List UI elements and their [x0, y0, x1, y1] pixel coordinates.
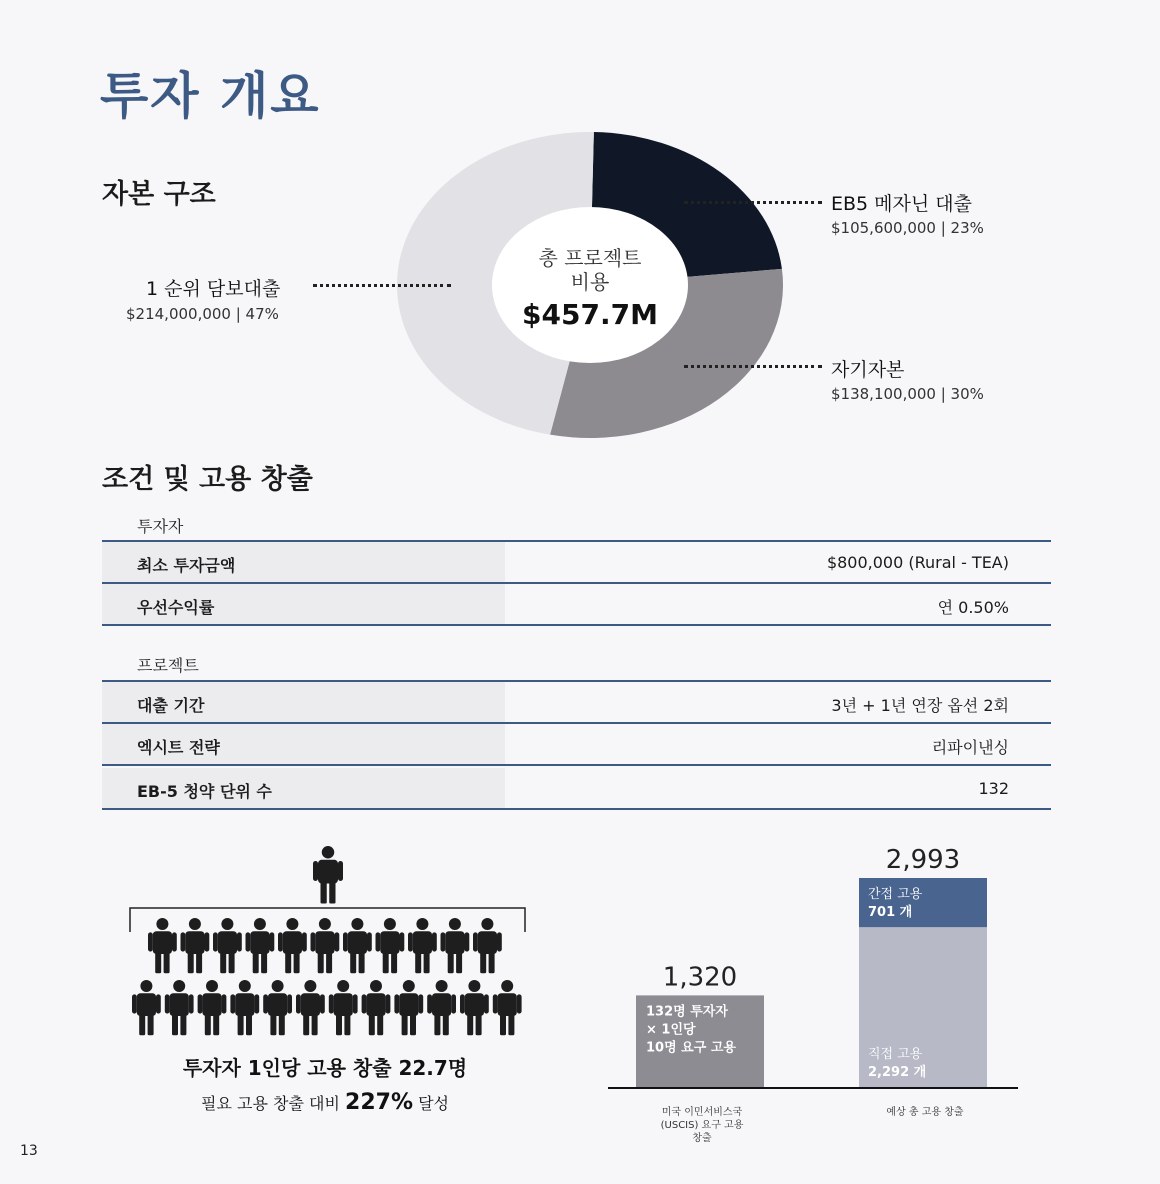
job-person-icon — [376, 918, 405, 973]
job-person-icon — [165, 980, 194, 1035]
senior-loan-segment-value: $214,000,000 | 47% — [126, 305, 279, 323]
row-label-cell — [102, 542, 505, 582]
donut-center-label-line2: 비용 — [570, 270, 610, 294]
category-label-uscis — [632, 1106, 772, 1145]
category-line: (USCIS) 요구 고용 — [660, 1120, 744, 1131]
job-person-icon — [148, 918, 177, 973]
row-label-cell — [102, 724, 505, 764]
senior-loan-segment-name: 1 순위 담보대출 — [146, 278, 281, 300]
capital-structure-title: 자본 구조 — [102, 179, 216, 210]
equity-leader-line — [684, 365, 822, 368]
table-row — [102, 542, 1051, 584]
job-person-icon — [198, 980, 227, 1035]
achievement-percent: 227% — [345, 1090, 413, 1115]
job-creation-bar-chart — [600, 840, 1030, 1100]
row-label-cell — [102, 584, 505, 624]
table-row — [102, 584, 1051, 626]
bar-indirect-text: 701 개 — [868, 905, 913, 920]
bar-direct-jobs — [859, 927, 987, 1088]
row-label: EB-5 청약 단위 수 — [137, 782, 272, 801]
jobs-achievement-text — [100, 1090, 550, 1115]
job-person-icon — [230, 980, 259, 1035]
investor-person-icon — [313, 846, 343, 904]
bar-uscis-text: 10명 요구 고용 — [646, 1040, 736, 1056]
job-person-icon — [362, 980, 391, 1035]
job-person-icon — [343, 918, 372, 973]
row-label: 최소 투자금액 — [137, 556, 236, 575]
bar-direct-text: 직접 고용 — [868, 1047, 923, 1062]
job-person-icon — [296, 980, 325, 1035]
bar-uscis-text: × 1인당 — [646, 1022, 696, 1038]
investor-group-label: 투자자 — [137, 517, 184, 536]
bar-uscis-text: 132명 투자자 — [646, 1004, 728, 1020]
table-row — [102, 724, 1051, 766]
job-person-icon — [132, 980, 161, 1035]
job-person-icon — [394, 980, 423, 1035]
equity-segment-name: 자기자본 — [831, 359, 905, 381]
project-group-label: 프로젝트 — [137, 656, 199, 675]
job-person-icon — [263, 980, 292, 1035]
bar-direct-text: 2,292 개 — [868, 1065, 927, 1080]
job-person-icon — [278, 918, 307, 973]
equity-segment-value: $138,100,000 | 30% — [831, 385, 984, 403]
job-person-icon — [427, 980, 456, 1035]
row-value: 연 0.50% — [937, 598, 1009, 617]
achievement-suffix: 달성 — [412, 1094, 449, 1113]
category-line: 미국 이민서비스국 — [661, 1107, 743, 1118]
donut-center-total: $457.7M — [522, 298, 658, 331]
table-row — [102, 768, 1051, 810]
people-infographic — [120, 840, 540, 1050]
eb5-segment-value: $105,600,000 | 23% — [831, 219, 984, 237]
category-label-total — [855, 1106, 995, 1119]
row-value: 3년 + 1년 연장 옵션 2회 — [831, 696, 1009, 715]
table-row — [102, 682, 1051, 724]
job-person-icon — [246, 918, 275, 973]
row-value: 리파이낸싱 — [931, 738, 1009, 757]
page-title: 투자 개요 — [100, 67, 321, 125]
job-person-icon — [441, 918, 470, 973]
category-line: 예상 총 고용 창출 — [886, 1107, 964, 1118]
bar-indirect-text: 간접 고용 — [868, 887, 923, 902]
row-value: 132 — [978, 779, 1009, 798]
job-person-icon — [473, 918, 502, 973]
eb5-leader-line — [684, 201, 822, 204]
page-number: 13 — [20, 1143, 38, 1159]
job-person-icon — [493, 980, 522, 1035]
jobs-per-investor-text: 투자자 1인당 고용 창출 22.7명 — [182, 1056, 468, 1080]
row-label: 엑시트 전략 — [137, 738, 220, 757]
job-person-icon — [329, 980, 358, 1035]
total-label-projected: 2,993 — [885, 845, 961, 875]
job-person-icon — [408, 918, 437, 973]
row-label: 우선수익률 — [137, 598, 215, 617]
total-label-uscis: 1,320 — [662, 962, 738, 993]
job-person-icon — [213, 918, 242, 973]
eb5-segment-name: EB5 메자닌 대출 — [831, 193, 972, 215]
donut-center-label-line1: 총 프로젝트 — [538, 246, 642, 270]
category-line: 창출 — [692, 1133, 712, 1144]
job-person-icon — [460, 980, 489, 1035]
row-value: $800,000 (Rural - TEA) — [826, 553, 1009, 572]
achievement-prefix: 필요 고용 창출 대비 — [201, 1094, 346, 1113]
job-person-icon — [311, 918, 340, 973]
job-person-icon — [181, 918, 210, 973]
row-label: 대출 기간 — [137, 696, 205, 715]
row-label-cell — [102, 682, 505, 722]
senior-loan-leader-line — [313, 284, 451, 287]
row-label-cell — [102, 768, 505, 808]
terms-section-title: 조건 및 고용 창출 — [102, 464, 313, 495]
